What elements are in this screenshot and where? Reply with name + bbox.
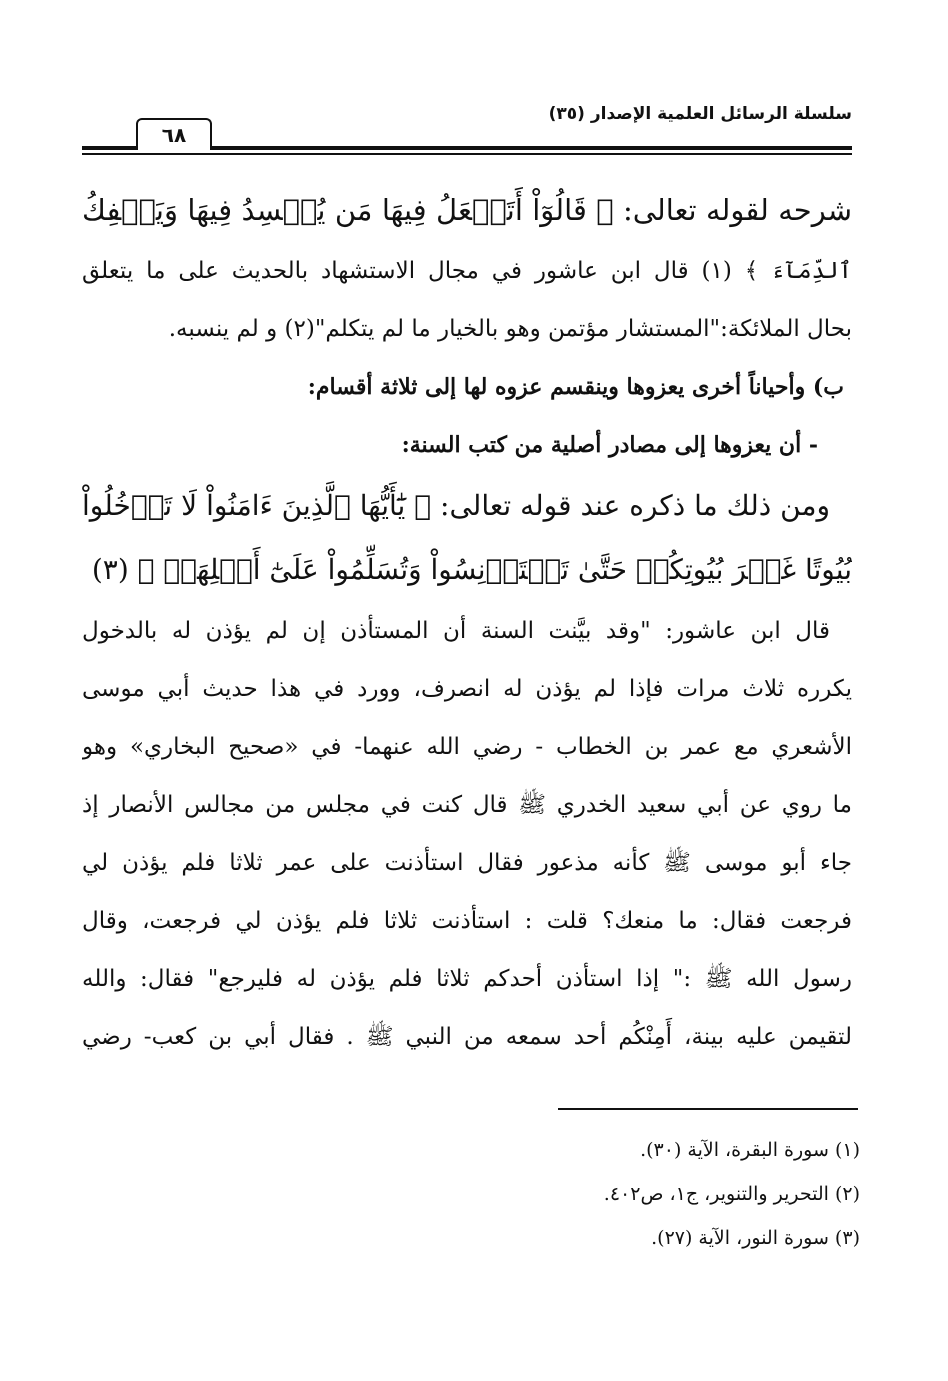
- footnote: (١) سورة البقرة، الآية (٣٠).: [640, 1139, 860, 1161]
- footnote: (٣) سورة النور، الآية (٢٧).: [651, 1227, 860, 1249]
- text-line: شرحه لقوله تعالى: ﴿ قَالُوٓاْ أَتَجۡعَلُ فِيهَا مَن يُفۡسِدُ فِيهَا وَيَسۡفِكُ: [82, 193, 852, 227]
- body-text: [82, 178, 852, 1066]
- footnotes: [300, 1128, 860, 1260]
- footnote: (٢) التحرير والتنوير، ج١، ص٤٠٢.: [603, 1183, 860, 1205]
- series-title: سلسلة الرسائل العلمية الإصدار (٣٥): [548, 104, 852, 124]
- footnote-separator: [558, 1108, 858, 1110]
- text-line: قال ابن عاشور: "وقد بيَّنت السنة أن المستأذن إن لم يؤذن له بالدخول: [82, 618, 830, 644]
- text-line: فرجعت فقال: ما منعك؟ قلت : استأذنت ثلاثا فلم يؤذن لي فرجعت، وقال: [82, 908, 852, 934]
- text-line: ما روي عن أبي سعيد الخدري ﷺ قال كنت في مجلس من مجالس الأنصار إذ: [82, 792, 852, 818]
- subsection-heading: - أن يعزوها إلى مصادر أصلية من كتب السنة:: [401, 432, 818, 458]
- text-line: ومن ذلك ما ذكره عند قوله تعالى: ﴿ يَٰٓأَيُّهَا ٱلَّذِينَ ءَامَنُواْ لَا تَدۡخُلُواْ: [82, 489, 830, 522]
- text-line: يكرره ثلاث مرات فإذا لم يؤذن له انصرف، وورد في هذا حديث أبي موسى: [82, 676, 852, 702]
- page-number: ٦٨: [136, 118, 212, 150]
- text-line: جاء أبو موسى ﷺ كأنه مذعور فقال استأذنت على عمر ثلاثا فلم يؤذن لي: [82, 850, 852, 876]
- text-line: بُيُوتًا غَيۡرَ بُيُوتِكُمۡ حَتَّىٰ تَسۡتَأۡنِسُواْ وَتُسَلِّمُواْ عَلَىٰٓ أَهۡلِهَاۚ ﴾ (٣): [91, 553, 852, 586]
- header-rule-thin: [82, 153, 852, 155]
- text-line: رسول الله ﷺ :" إذا استأذن أحدكم ثلاثا فلم يؤذن له فليرجع" فقال: والله: [82, 966, 852, 992]
- section-heading: ب) وأحياناً أخرى يعزوها وينقسم عزوه لها إلى ثلاثة أقسام:: [307, 374, 844, 400]
- page-header: [82, 100, 852, 152]
- text-line: لتقيمن عليه بينة، أَمِنْكُم أحد سمعه من النبي ﷺ . فقال أبي بن كعب- رضي: [82, 1024, 852, 1050]
- text-line: الأشعري مع عمر بن الخطاب - رضي الله عنهما- في «صحيح البخاري» وهو: [82, 734, 852, 760]
- text-line: بحال الملائكة:"المستشار مؤتمن وهو بالخيار ما لم يتكلم"(٢) و لم ينسبه.: [168, 316, 852, 342]
- text-line: ٱلدِّمَآءَ ﴾ (١) قال ابن عاشور في مجال الاستشهاد بالحديث على ما يتعلق: [82, 258, 852, 284]
